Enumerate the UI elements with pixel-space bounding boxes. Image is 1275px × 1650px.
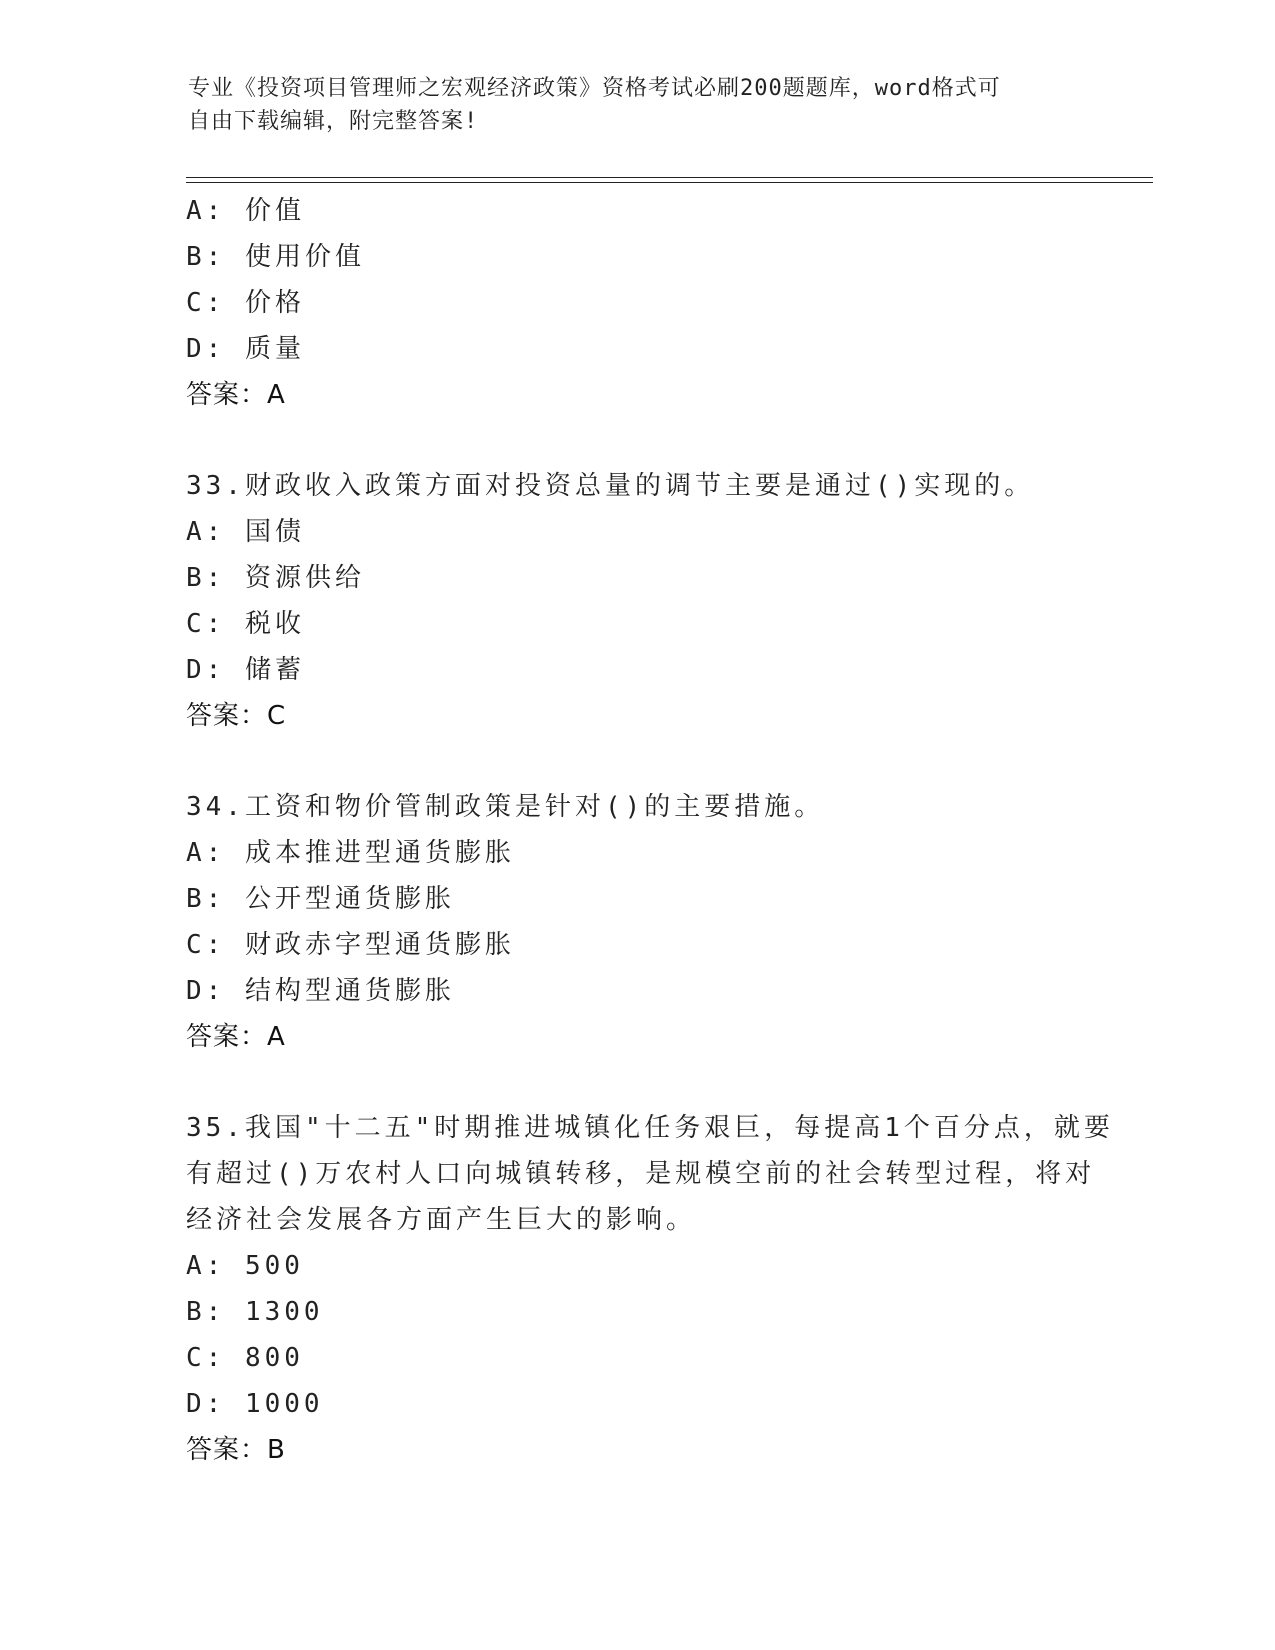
- option-label: A:: [186, 838, 226, 868]
- question-text: 33.财政收入政策方面对投资总量的调节主要是通过()实现的。: [186, 471, 1035, 501]
- option-text: 结构型通货膨胀: [244, 976, 455, 1006]
- question-text-line-2: 有超过()万农村人口向城镇转移，是规模空前的社会转型过程，将对: [186, 1159, 1096, 1189]
- option-text: 800: [244, 1343, 304, 1373]
- answer-line: 答案：A: [186, 380, 286, 410]
- option-text: 质量: [244, 334, 305, 364]
- option-text: 公开型通货膨胀: [244, 884, 455, 914]
- option-d: [186, 647, 1106, 693]
- option-c: [186, 1335, 1106, 1381]
- option-label: B:: [186, 1297, 226, 1327]
- option-a: [186, 1243, 1106, 1289]
- option-a: [186, 509, 1106, 555]
- question-list: [186, 188, 1114, 1473]
- header-rule-bottom: [186, 182, 1153, 183]
- option-label: B:: [186, 884, 226, 914]
- option-text: 成本推进型通货膨胀: [244, 838, 515, 868]
- option-b: [186, 876, 1106, 922]
- document-header: [188, 72, 1068, 138]
- option-b: [186, 234, 1106, 280]
- option-b: [186, 1289, 1106, 1335]
- option-d: [186, 326, 1106, 372]
- option-label: D:: [186, 655, 226, 685]
- option-label: D:: [186, 976, 226, 1006]
- option-text: 使用价值: [244, 242, 365, 272]
- question-block-33: [186, 463, 1106, 739]
- question-block-34: [186, 784, 1106, 1060]
- question-block-35: [186, 1105, 1114, 1473]
- option-label: A:: [186, 517, 226, 547]
- option-c: [186, 922, 1106, 968]
- spacer: [186, 1060, 1106, 1105]
- option-label: C:: [186, 609, 226, 639]
- option-label: C:: [186, 288, 226, 318]
- answer-line: 答案：A: [186, 1022, 286, 1052]
- option-label: C:: [186, 930, 226, 960]
- spacer: [186, 739, 1106, 784]
- option-d: [186, 968, 1106, 1014]
- answer-line: 答案：C: [186, 701, 287, 731]
- option-label: B:: [186, 563, 226, 593]
- option-c: [186, 280, 1106, 326]
- option-text: 1000: [244, 1389, 324, 1419]
- option-c: [186, 601, 1106, 647]
- option-label: B:: [186, 242, 226, 272]
- question-text: 34.工资和物价管制政策是针对()的主要措施。: [186, 792, 825, 822]
- header-line-1: 专业《投资项目管理师之宏观经济政策》资格考试必刷200题题库，word格式可: [188, 76, 1001, 101]
- answer-line: 答案：B: [186, 1435, 286, 1465]
- question-block-32: [186, 188, 1106, 418]
- question-text-line-1: 35.我国"十二五"时期推进城镇化任务艰巨，每提高1个百分点，就要: [186, 1113, 1114, 1143]
- option-label: D:: [186, 334, 226, 364]
- header-line-2: 自由下载编辑，附完整答案!: [188, 109, 479, 134]
- option-b: [186, 555, 1106, 601]
- option-text: 国债: [244, 517, 305, 547]
- option-a: [186, 188, 1106, 234]
- option-text: 资源供给: [244, 563, 365, 593]
- option-text: 1300: [244, 1297, 324, 1327]
- option-label: A:: [186, 196, 226, 226]
- option-text: 财政赤字型通货膨胀: [244, 930, 515, 960]
- option-text: 税收: [244, 609, 305, 639]
- question-text-line-3: 经济社会发展各方面产生巨大的影响。: [186, 1205, 697, 1235]
- option-text: 储蓄: [244, 655, 305, 685]
- option-label: D:: [186, 1389, 226, 1419]
- option-a: [186, 830, 1106, 876]
- option-text: 价值: [244, 196, 305, 226]
- spacer: [186, 418, 1106, 463]
- option-d: [186, 1381, 1106, 1427]
- option-text: 价格: [244, 288, 305, 318]
- option-label: A:: [186, 1251, 226, 1281]
- option-text: 500: [244, 1251, 304, 1281]
- header-rule-top: [186, 177, 1153, 178]
- option-label: C:: [186, 1343, 226, 1373]
